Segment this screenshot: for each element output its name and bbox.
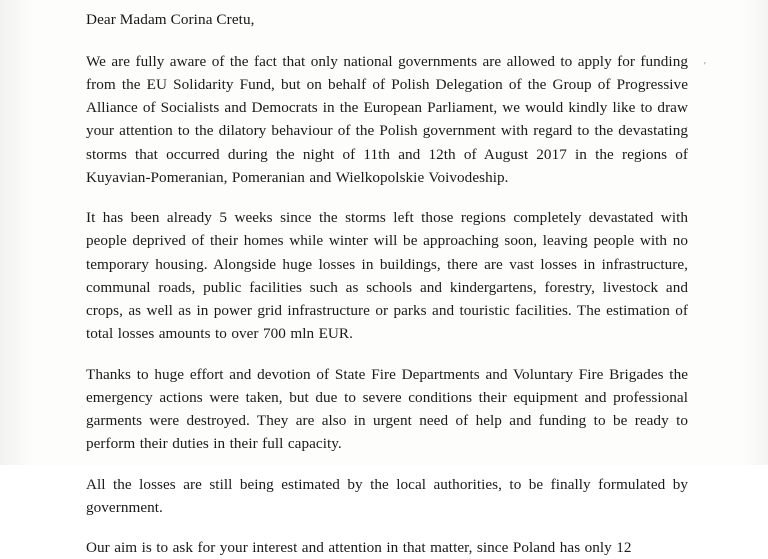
- paragraph-3: Thanks to huge effort and devotion of State Fire Departments and Voluntary Fire Brigades the emergency actions were taken, but due to severe conditions their equipment and professional garments were destroyed. They are also in urgent need of help and funding to be ready to perform their duties in their full capacity.: [86, 365, 688, 453]
- page-edge-shading-left: [0, 0, 34, 465]
- letter-body: [86, 8, 688, 559]
- paragraph-5: Our aim is to ask for your interest and attention in that matter, since Poland has only 12: [86, 539, 632, 557]
- margin-mark: ˹: [703, 59, 707, 73]
- page-edge-shading-right: [742, 0, 768, 465]
- salutation: Dear Madam Corina Cretu,: [86, 11, 255, 28]
- paragraph-4: All the losses are still being estimated by the local authorities, to be finally formulated by government.: [86, 475, 688, 516]
- paragraph-1: We are fully aware of the fact that only national governments are allowed to apply for funding from the EU Solidarity Fund, but on behalf of Polish Delegation of the Group of Progressive Alliance of Socialists and Democrats in the European Parliament, we would kindly like to draw your attention to the dilatory behaviour of the Polish government with regard to the devastating storms that occurred during the night of 11th and 12th of August 2017 in the regions of Kuyavian-Pomeranian, Pomeranian and Wielkopolskie Voivodeship.: [86, 52, 688, 186]
- paragraph-2: It has been already 5 weeks since the storms left those regions completely devastated with people deprived of their homes while winter will be approaching soon, leaving people with no temporary housing. Alongside huge losses in buildings, there are vast losses in infrastructure, communal roads, public facilities such as schools and kindergartens, forestry, livestock and crops, as well as in power grid infrastructure or parks and touristic facilities. The estimation of total losses amounts to over 700 mln EUR.: [86, 209, 688, 343]
